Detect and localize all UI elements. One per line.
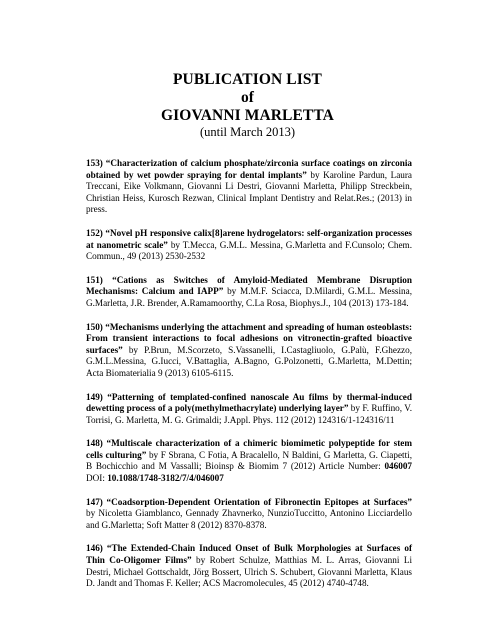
title-line-2: of bbox=[240, 89, 255, 106]
publication-title: 151) “Cations as Switches of Amyloid-Mediated Membrane Disruption Mechanisms: Calcium and IAPP” bbox=[86, 274, 412, 297]
article-number: 046007 bbox=[384, 461, 412, 472]
publication-entry-150 bbox=[86, 322, 412, 380]
publication-details: by T.Mecca, G.M.L. Messina, G.Marletta and F.Cunsolo; Chem. Commun., 49 (2013) 2530-2532 bbox=[86, 239, 412, 262]
doi-label: DOI: bbox=[86, 473, 105, 484]
publication-entry-146 bbox=[86, 543, 412, 589]
title-line-3: GIOVANNI MARLETTA bbox=[161, 107, 334, 124]
publication-details: by M.M.F. Sciacca, D.Milardi, G.M.L. Messina, G.Marletta, J.R. Brender, A.Ramamoorthy, C.La Rosa, Biophys.J., 104 (2013) 173-184. bbox=[86, 286, 412, 308]
title-line-1: PUBLICATION LIST bbox=[172, 71, 323, 88]
publication-entry-153 bbox=[86, 158, 412, 216]
publication-title: 147) “Coadsorption-Dependent Orientation of Fibronectin Epitopes at Surfaces” bbox=[86, 496, 412, 507]
publication-title: 153) “Characterization of calcium phosphate/zirconia surface coatings on zirconia obtained by wet powder spraying for dental implants” bbox=[86, 158, 412, 180]
publication-details: by F. Ruffino, V. Torrisi, G. Marletta, M. G. Grimaldi; J.Appl. Phys. 112 (2012) 124316/1-124316/11 bbox=[86, 403, 412, 425]
publication-entry-148 bbox=[86, 438, 412, 484]
document-title bbox=[0, 71, 495, 125]
publication-details: by P.Brun, M.Scorzeto, S.Vassanelli, I.Castagliuolo, G.Palù, F.Ghezzo, G.M.L.Messina, G.Iucci, V.Battaglia, A.Bagno, G.Polzonetti, G.Marletta, M.Dettin; Acta Biomaterialia 9 (2013) 6105-6115. bbox=[86, 344, 412, 378]
publication-title: 149) “Patterning of templated-confined nanoscale Au films by thermal-induced dewetting process of a poly(methylmethacrylate) underlying layer” bbox=[86, 391, 412, 414]
publication-title: 148) “Multiscale characterization of a chimeric biomimetic polypeptide for stem cells culturing” bbox=[86, 438, 412, 460]
publication-list bbox=[86, 158, 412, 602]
publication-details: by Karoline Pardun, Laura Treccani, Eike Volkmann, Giovanni Li Destri, Giovanni Marletta, Philipp Streckbein, Christian Heiss, Kurosch Rezwan, Clinical Implant Dentistry and Relat.Res.; (2013) in press. bbox=[86, 169, 412, 215]
publication-details: by Robert Schulze, Matthias M. L. Arras, Giovanni Li Destri, Michael Gottschaldt, Jörg Bossert, Ulrich S. Schubert, Giovanni Marletta, Klaus D. Jandt and Thomas F. Keller; ACS Macromolecules, 45 (2012) 4740-4748. bbox=[86, 555, 413, 589]
publication-entry-149 bbox=[86, 392, 412, 427]
document-subtitle: (until March 2013) bbox=[199, 125, 296, 139]
publication-details: by Nicoletta Giamblanco, Gennady Zhavnerko, NunzioTuccitto, Antonino Licciardello and G.Marletta; Soft Matter 8 (2012) 8370-8378. bbox=[86, 508, 412, 530]
publication-entry-147 bbox=[86, 497, 412, 532]
doi-value: 10.1088/1748-3182/7/4/046007 bbox=[107, 473, 224, 484]
publication-details: by F Sbrana, C Fotia, A Bracalello, N Baldini, G Marletta, G. Ciapetti, B Bochicchio and M Vassalli; Bioinsp & Biomim 7 (2012) Article Number: bbox=[86, 449, 412, 472]
publication-title: 152) “Novel pH responsive calix[8]arene hydrogelators: self-organization processes at nanometric scale” bbox=[86, 227, 412, 250]
publication-title: 146) “The Extended-Chain Induced Onset of Bulk Morphologies at Surfaces of Thin Co-Oligomer Films” bbox=[86, 543, 412, 566]
publication-entry-152 bbox=[86, 228, 412, 263]
publication-title: 150) “Mechanisms underlying the attachment and spreading of human osteoblasts: From transient interactions to focal adhesions on vitronectin-grafted bioactive surfaces” bbox=[86, 321, 412, 355]
publication-entry-151 bbox=[86, 275, 412, 310]
